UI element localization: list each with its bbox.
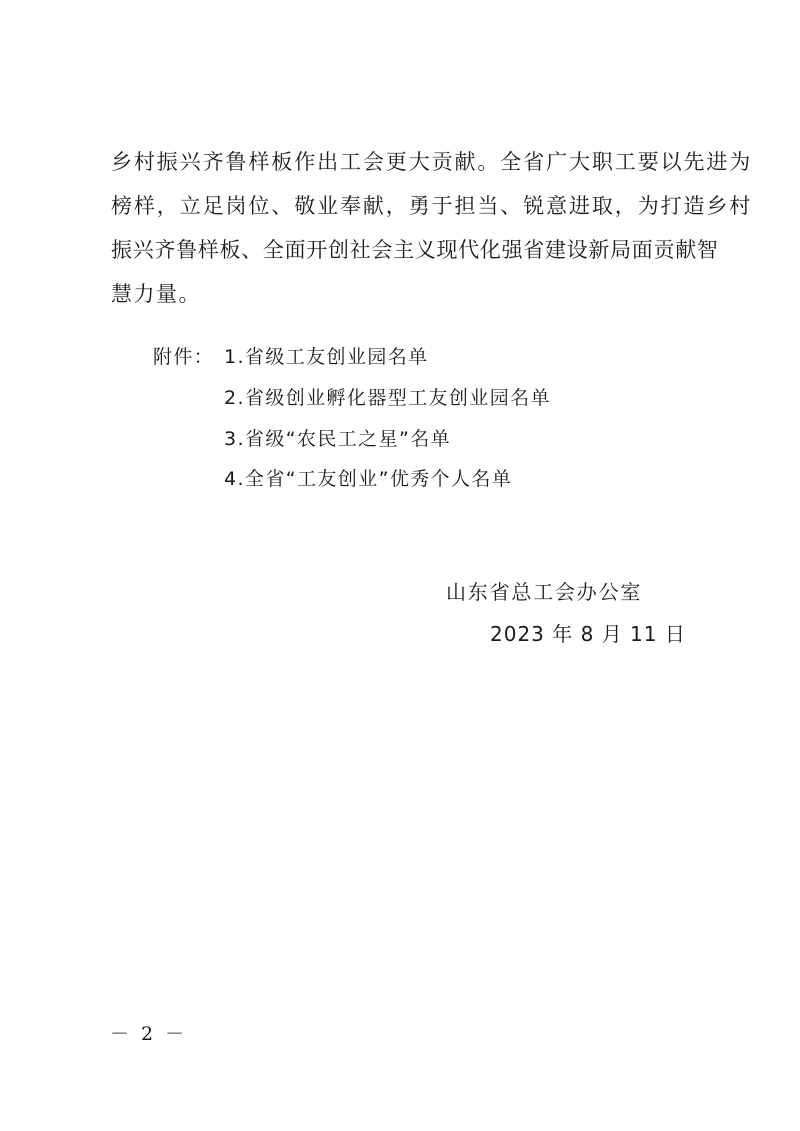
attachments-label: 附件：: [153, 346, 215, 368]
page-number: － 2 －: [110, 1023, 188, 1045]
signature-organization: 山东省总工会办公室: [446, 580, 643, 604]
attachment-item: 3.省级“农民工之星”名单: [224, 428, 452, 450]
signature-date: 2023 年 8 月 11 日: [490, 622, 686, 646]
attachment-item: 4.全省“工友创业”优秀个人名单: [224, 468, 513, 490]
body-text-line: 振兴齐鲁样板、全面开创社会主义现代化强省建设新局面贡献智: [111, 238, 719, 262]
body-text-line: 乡村振兴齐鲁样板作出工会更大贡献。全省广大职工要以先进为: [111, 150, 753, 174]
attachment-item: 2.省级创业孵化器型工友创业园名单: [224, 387, 551, 409]
body-text-line: 榜样，立足岗位、敬业奉献，勇于担当、锐意进取，为打造乡村: [111, 194, 753, 218]
attachment-item: 1.省级工友创业园名单: [224, 346, 429, 368]
body-text-line: 慧力量。: [111, 282, 201, 306]
